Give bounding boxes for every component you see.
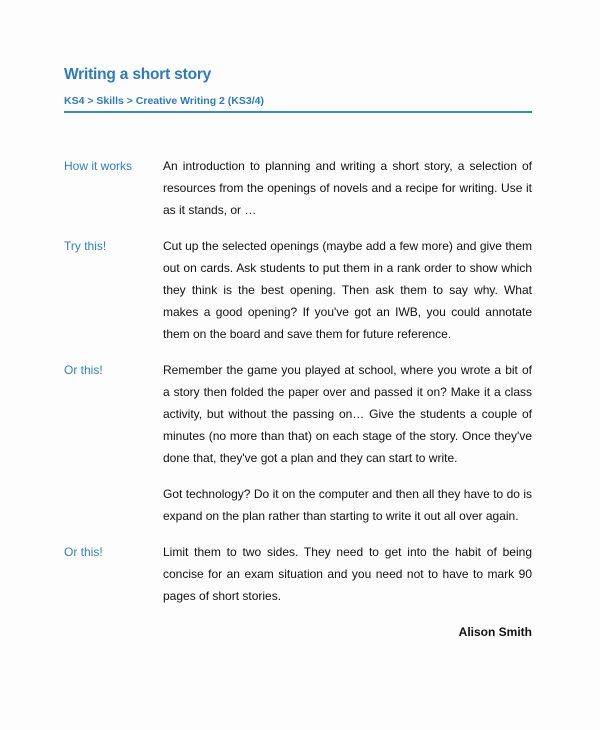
author-signature: Alison Smith: [458, 625, 532, 639]
section-paragraphs: [163, 541, 532, 607]
section-paragraphs: [163, 155, 532, 221]
section-how-it-works: [64, 155, 532, 221]
section-text-or-this-1: Remember the game you played at school, where you wrote a bit of a story then folded the paper over and passed it on? Make it a class activity, but without the passing on… Give the students a couple of minutes (no more than that) on each stage of the story. Once they've done that, they've got a plan and they can start to write.: [163, 363, 532, 465]
section-label-how-it-works: How it works: [64, 159, 133, 173]
header-divider: [64, 111, 532, 113]
section-label-or-this-1: Or this!: [64, 363, 103, 377]
section-text-how-it-works: An introduction to planning and writing a short story, a selection of resources from the openings of novels and a recipe for writing. Use it as it stands, or …: [163, 159, 532, 217]
section-or-this-1: [64, 359, 532, 527]
sections: [64, 155, 532, 607]
breadcrumb: KS4 > Skills > Creative Writing 2 (KS3/4): [64, 95, 264, 107]
section-or-this-2: [64, 541, 532, 607]
section-text-or-this-2: Limit them to two sides. They need to get into the habit of being concise for an exam situation and you need not to have to mark 90 pages of short stories.: [163, 545, 532, 603]
section-paragraphs: [163, 359, 532, 527]
section-try-this: [64, 235, 532, 345]
section-paragraphs: [163, 235, 532, 345]
section-label-or-this-2: Or this!: [64, 545, 103, 559]
document-title: Writing a short story: [64, 66, 212, 83]
section-text-or-this-1b: Got technology? Do it on the computer and then all they have to do is expand on the plan rather than starting to write it out all over again.: [163, 487, 532, 523]
section-label-try-this: Try this!: [64, 239, 107, 253]
section-text-try-this: Cut up the selected openings (maybe add a few more) and give them out on cards. Ask students to put them in a rank order to show which they think is the best opening. Then ask them to say why. What makes a good opening? If you've got an IWB, you could annotate them on the board and save them for future reference.: [163, 239, 532, 341]
